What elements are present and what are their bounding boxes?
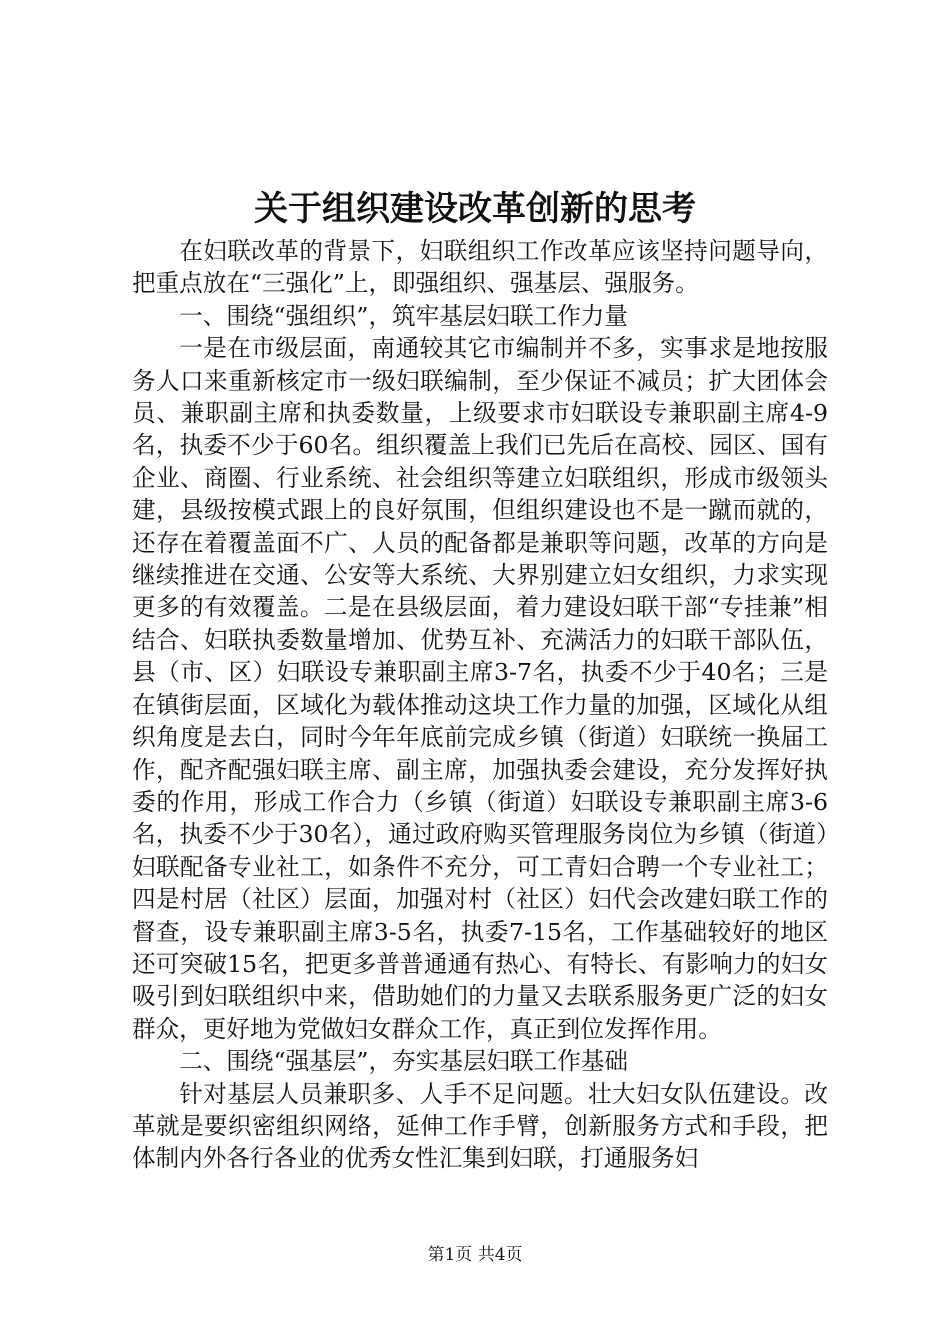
intro-paragraph: 在妇联改革的背景下，妇联组织工作改革应该坚持问题导向，把重点放在“三强化”上，即强组织、强基层、强服务。 (132, 237, 828, 298)
page-footer: 第1页 共4页 (427, 1245, 523, 1265)
document-body (132, 235, 828, 1175)
section-2-heading: 二、围绕“强基层”，夯实基层妇联工作基础 (179, 1047, 628, 1076)
section-1-heading: 一、围绕“强组织”，筑牢基层妇联工作力量 (179, 301, 628, 330)
section-2-paragraph: 针对基层人员兼职多、人手不足问题。壮大妇女队伍建设。改革就是要织密组织网络，延伸工作手臂，创新服务方式和手段，把体制内外各行各业的优秀女性汇集到妇联，打通服务妇 (132, 1079, 828, 1173)
page-title: 关于组织建设改革创新的思考 (254, 189, 696, 229)
section-1-paragraph: 一是在市级层面，南通较其它市编制并不多，实事求是地按服务人口来重新核定市一级妇联编制，至少保证不减员；扩大团体会员、兼职副主席和执委数量，上级要求市妇联设专兼职副主席4-9名，执委不少于60名。组织覆盖上我们已先后在高校、园区、国有企业、商圈、行业系统、社会组织等建立妇联组织，形成市级领头建，县级按模式跟上的良好氛围，但组织建设也不是一蹴而就的，还存在着覆盖面不广、人员的配备都是兼职等问题，改革的方向是继续推进在交通、公安等大系统、大界别建立妇女组织，力求实现更多的有效覆盖。二是在县级层面，着力建设妇联干部“专挂兼”相结合、妇联执委数量增加、优势互补、充满活力的妇联干部队伍，县（市、区）妇联设专兼职副主席3-7名，执委不少于40名；三是在镇街层面，区域化为载体推动这块工作力量的加强，区域化从组织角度是去白，同时今年年底前完成乡镇（街道）妇联统一换届工作，配齐配强妇联主席、副主席，加强执委会建设，充分发挥好执委的作用，形成工作合力（乡镇（街道）妇联设专兼职副主席3-6名，执委不少于30名），通过政府购买管理服务岗位为乡镇（街道）妇联配备专业社工，如条件不充分，可工青妇合聘一个专业社工；四是村居（社区）层面，加强对村（社区）妇代会改建妇联工作的督查，设专兼职副主席3-5名，执委7-15名，工作基础较好的地区还可突破15名，把更多普普通通有热心、有特长、有影响力的妇女吸引到妇联组织中来，借助她们的力量又去联系服务更广泛的妇女群众，更好地为党做妇女群众工作，真正到位发挥作用。 (132, 334, 828, 1043)
